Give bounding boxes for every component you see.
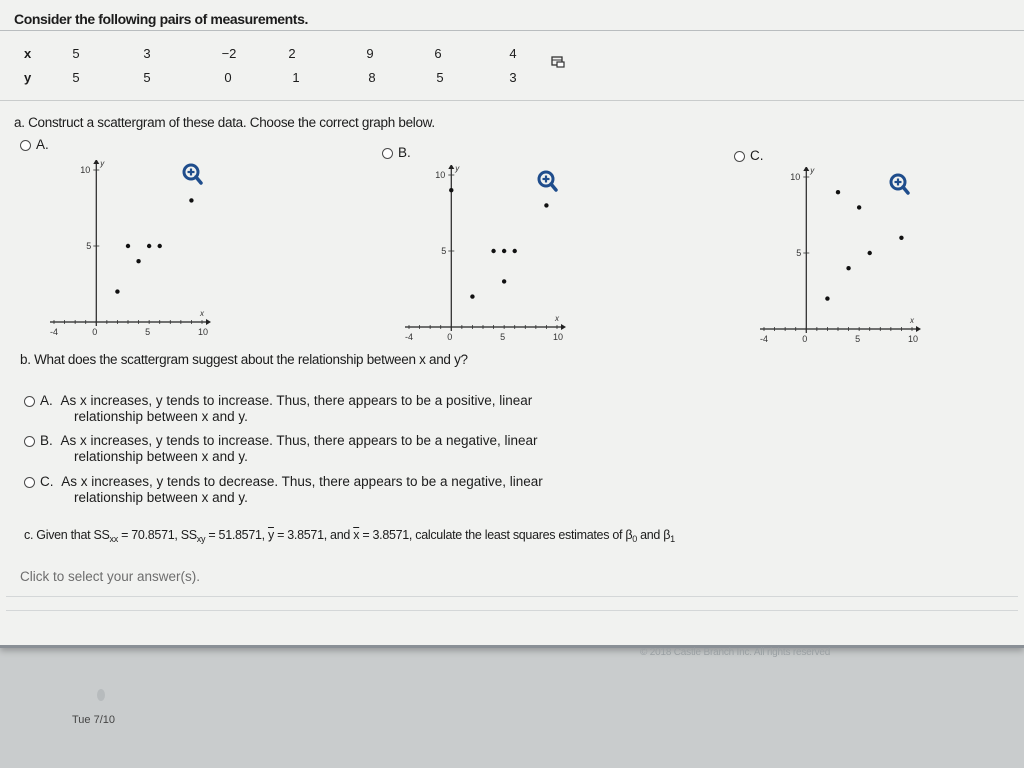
intro-text: Consider the following pairs of measurements. (14, 11, 308, 27)
data-points (825, 190, 903, 301)
radio-button[interactable] (382, 148, 393, 159)
relationship-option-c[interactable] (24, 474, 543, 506)
option-text-cont: relationship between x and y. (74, 409, 248, 424)
option-label: C. (40, 474, 54, 489)
x-bar: $\overline{x}$ (353, 528, 360, 542)
x-value: 3 (143, 46, 151, 61)
data-points (449, 188, 549, 299)
subscript: xx (109, 534, 118, 544)
y-value: 1 (292, 70, 300, 85)
section-divider (0, 100, 1024, 101)
x-value: 5 (72, 46, 80, 61)
subscript: xy (196, 534, 206, 544)
y-axis-arrow (448, 165, 454, 169)
answer-divider (6, 596, 1018, 597)
data-point (899, 236, 903, 240)
data-point (502, 249, 506, 253)
x-axis-label: x (555, 314, 559, 323)
x-ticks (409, 175, 557, 329)
zoom-in-icon[interactable] (536, 170, 558, 192)
data-point (189, 198, 193, 202)
part-c-text: = 3.8571, and (273, 528, 354, 542)
data-point (513, 249, 517, 253)
option-text: As x increases, y tends to increase. Thus, there appears to be a positive, linear (60, 393, 533, 408)
option-text: As x increases, y tends to decrease. Thus, there appears to be a negative, linear (61, 474, 543, 489)
x-tick-label: 5 (500, 332, 506, 342)
y-bar: $\overline{y}$ (267, 528, 274, 542)
part-c-question (24, 528, 675, 544)
part-c-text: c. Given that SS (24, 528, 110, 542)
zoom-in-icon[interactable] (888, 173, 910, 195)
answer-placeholder[interactable]: Click to select your answer(s). (20, 569, 201, 584)
axes (760, 171, 916, 333)
data-points (115, 198, 193, 294)
copyright-text: © 2018 Castle Branch Inc. All rights reserved (640, 647, 831, 658)
option-label: B. (40, 433, 53, 448)
y-tick-label-mid: 5 (796, 248, 802, 258)
data-point (846, 266, 850, 270)
option-text-cont: relationship between x and y. (74, 449, 248, 464)
graph-option-c[interactable] (734, 148, 764, 163)
axes (405, 169, 561, 331)
y-axis-label: y (810, 167, 815, 175)
y-tick-label-mid: 5 (86, 241, 92, 251)
data-point (470, 294, 474, 298)
y-axis-label: y (455, 165, 460, 173)
part-c-text: = 51.8571, (205, 528, 268, 542)
part-c-text: = 3.8571, calculate the least squares estimates of (359, 528, 626, 542)
x-tick-label: 0 (802, 334, 808, 344)
data-point (868, 251, 872, 255)
y-axis-arrow (803, 167, 809, 171)
data-point (544, 203, 548, 207)
data-point (857, 205, 861, 209)
data-point (158, 244, 162, 248)
x-axis-arrow (561, 324, 566, 330)
x-row-label: x (24, 46, 32, 61)
x-value: 6 (434, 46, 442, 61)
radio-button[interactable] (24, 396, 35, 407)
x-axis-arrow (206, 319, 211, 325)
x-tick-label: 0 (447, 332, 453, 342)
option-label: B. (398, 145, 411, 160)
x-value: −2 (221, 46, 237, 61)
y-axis-label: y (100, 160, 105, 168)
subscript: 1 (670, 534, 675, 544)
graph-option-b[interactable] (382, 145, 411, 160)
x-tick-label: 5 (145, 327, 151, 337)
data-point (491, 249, 495, 253)
y-value: 8 (368, 70, 376, 85)
option-text-cont: relationship between x and y. (74, 490, 248, 505)
x-tick-label: -4 (50, 327, 59, 337)
relationship-option-b[interactable] (24, 433, 538, 465)
y-row-label: y (24, 70, 32, 85)
x-axis-label: x (910, 316, 914, 325)
y-value: 0 (224, 70, 232, 85)
data-point (836, 190, 840, 194)
y-axis-arrow (93, 160, 99, 164)
beta-symbol: β (663, 528, 671, 542)
x-axis-arrow (916, 326, 921, 332)
x-value: 2 (288, 46, 296, 61)
x-tick-label: 10 (553, 332, 564, 342)
radio-button[interactable] (24, 477, 35, 488)
scattergram-b (395, 165, 575, 350)
x-tick-label: 10 (198, 327, 209, 337)
y-tick-label-max: 10 (80, 165, 91, 175)
data-point (502, 279, 506, 283)
graph-option-a[interactable] (20, 137, 49, 152)
x-tick-label: 5 (855, 334, 861, 344)
part-c-text: = 70.8571, SS (117, 528, 197, 542)
y-value: 5 (436, 70, 444, 85)
zoom-in-icon[interactable] (181, 163, 203, 185)
relationship-option-a[interactable] (24, 393, 532, 425)
y-tick-label-max: 10 (790, 172, 801, 182)
beta-symbol: β (625, 528, 633, 542)
system-tray-icon (96, 688, 106, 702)
x-ticks (764, 177, 912, 331)
data-point (449, 188, 453, 192)
copy-table-icon[interactable] (551, 56, 565, 68)
part-c-text: and (636, 528, 664, 542)
option-text: As x increases, y tends to increase. Thus, there appears to be a negative, linear (60, 433, 538, 448)
y-value: 3 (509, 70, 517, 85)
x-value: 4 (509, 46, 517, 61)
y-value: 5 (143, 70, 151, 85)
radio-button[interactable] (24, 436, 35, 447)
radio-button[interactable] (734, 151, 745, 162)
answer-divider (6, 610, 1018, 611)
y-value: 5 (72, 70, 80, 85)
subscript: 0 (632, 534, 637, 544)
data-point (115, 289, 119, 293)
top-divider (0, 30, 1024, 31)
x-value: 9 (366, 46, 374, 61)
y-tick-label-mid: 5 (441, 246, 447, 256)
y-tick-label-max: 10 (435, 170, 446, 180)
radio-button[interactable] (20, 140, 31, 151)
part-a-question: a. Construct a scattergram of these data. Choose the correct graph below. (14, 115, 435, 130)
part-b-question: b. What does the scattergram suggest about the relationship between x and y? (20, 352, 468, 367)
x-tick-label: 0 (92, 327, 98, 337)
x-tick-label: 10 (908, 334, 919, 344)
option-label: C. (750, 148, 764, 163)
data-point (126, 244, 130, 248)
option-label: A. (40, 393, 53, 408)
data-point (825, 296, 829, 300)
scattergram-a (40, 160, 220, 345)
taskbar-date: Tue 7/10 (72, 714, 116, 726)
data-point (147, 244, 151, 248)
x-tick-label: -4 (760, 334, 769, 344)
x-tick-label: -4 (405, 332, 414, 342)
data-point (136, 259, 140, 263)
option-label: A. (36, 137, 49, 152)
x-axis-label: x (200, 309, 204, 318)
answer-area[interactable] (6, 560, 1018, 610)
